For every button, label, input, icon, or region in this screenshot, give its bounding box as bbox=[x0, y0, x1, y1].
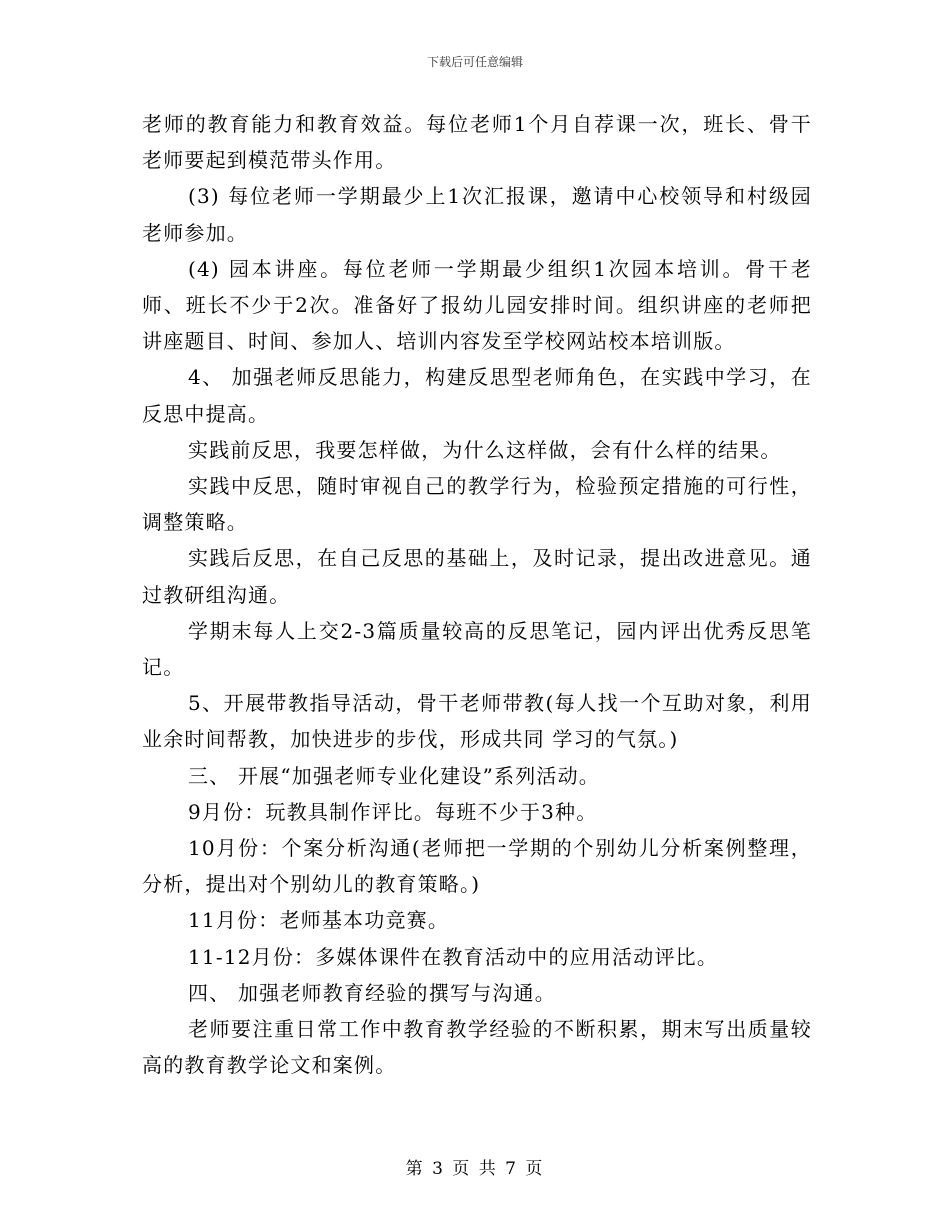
page-header: 下载后可任意编辑 bbox=[426, 55, 523, 69]
paragraph: 11-12月份：多媒体课件在教育活动中的应用活动评比。 bbox=[188, 944, 719, 969]
paragraph: 老师的教育能力和教育效益。每位老师1个月自荐课一次，班长、骨干老师要起到模范带头作用。 bbox=[142, 112, 812, 173]
paragraph: (4) 园本讲座。每位老师一学期最少组织1次园本培训。骨干老师、班长不少于2次。准备好了报幼儿园安排时间。组织讲座的老师把讲座题目、时间、参加人、培训内容发至学校网站校本培训版。 bbox=[142, 256, 812, 354]
paragraph: 实践前反思，我要怎样做，为什么这样做，会有什么样的结果。 bbox=[188, 437, 782, 462]
page-number: 第 3 页 共 7 页 bbox=[405, 1159, 545, 1179]
paragraph: 5、开展带教指导活动，骨干老师带教(每人找一个互助对象，利用业余时间帮教，加快进步的步伐，形成共同 学习的气氛。) bbox=[142, 691, 812, 752]
document-body bbox=[142, 106, 812, 1083]
paragraph: 实践中反思，随时审视自己的教学行为，检验预定措施的可行性，调整策略。 bbox=[142, 474, 812, 535]
paragraph: 老师要注重日常工作中教育教学经验的不断积累，期末写出质量较高的教育教学论文和案例。 bbox=[142, 1017, 812, 1078]
paragraph: 9月份：玩教具制作评比。每班不少于3种。 bbox=[188, 799, 598, 824]
paragraph: (3) 每位老师一学期最少上1次汇报课，邀请中心校领导和村级园老师参加。 bbox=[142, 184, 812, 245]
section-heading: 三、 开展“加强老师专业化建设”系列活动。 bbox=[188, 763, 601, 788]
paragraph: 4、 加强老师反思能力，构建反思型老师角色，在实践中学习，在反思中提高。 bbox=[142, 365, 812, 426]
paragraph: 学期末每人上交2-3篇质量较高的反思笔记，园内评出优秀反思笔记。 bbox=[142, 618, 812, 680]
paragraph: 实践后反思，在自己反思的基础上，及时记录，提出改进意见。通过教研组沟通。 bbox=[142, 546, 812, 607]
paragraph: 11月份：老师基本功竞赛。 bbox=[188, 908, 450, 933]
section-heading: 四、 加强老师教育经验的撰写与沟通。 bbox=[188, 980, 556, 1005]
paragraph: 10月份：个案分析沟通(老师把一学期的个别幼儿分析案例整理，分析，提出对个别幼儿的教育策略。) bbox=[142, 836, 812, 897]
